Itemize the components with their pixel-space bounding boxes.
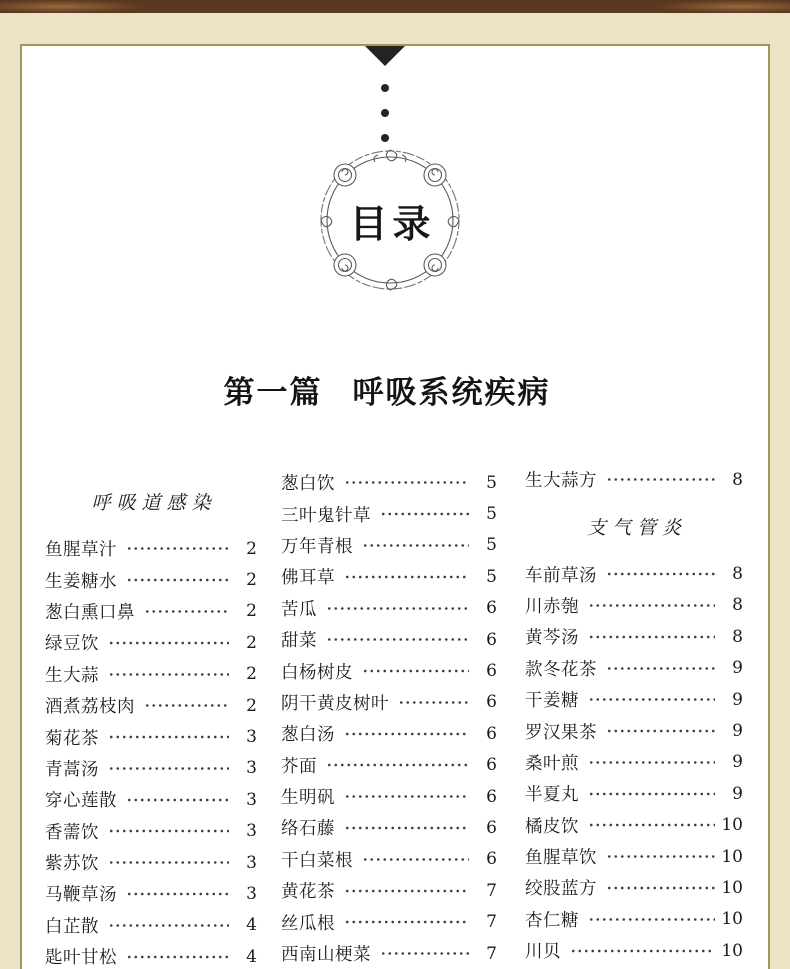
entry-title: 苦瓜 [281, 599, 317, 620]
toc-entry [525, 684, 743, 715]
entry-page-number: 9 [732, 752, 743, 773]
dot-ornament [381, 134, 389, 142]
triangle-marker-icon [365, 46, 405, 66]
entry-title: 黄芩汤 [525, 628, 579, 649]
decorative-top-border [0, 0, 790, 13]
entry-title: 绿豆饮 [45, 634, 99, 655]
toc-entry [525, 653, 743, 684]
toc-entry [45, 878, 257, 909]
dot-leader [380, 505, 469, 523]
dot-leader [108, 666, 229, 684]
dot-leader [606, 471, 715, 489]
toc-entry [281, 467, 497, 498]
dot-leader [144, 697, 229, 715]
toc-entry [525, 590, 743, 621]
entry-title: 紫苏饮 [45, 854, 99, 875]
entry-title: 车前草汤 [525, 565, 597, 586]
dot-leader [588, 816, 715, 834]
toc-entry [281, 593, 497, 624]
dot-leader [326, 756, 469, 774]
dot-leader [380, 945, 469, 963]
entry-title: 桑叶煎 [525, 753, 579, 774]
dot-leader [588, 911, 715, 929]
entry-page-number: 5 [486, 535, 497, 556]
dot-leader [344, 882, 469, 900]
part-heading [20, 367, 760, 412]
dot-leader [108, 917, 229, 935]
entry-title: 青蒿汤 [45, 759, 99, 780]
entry-title: 穿心莲散 [45, 791, 117, 812]
entry-page-number: 3 [246, 789, 257, 810]
toc-column-right [525, 464, 743, 966]
entry-title: 鱼腥草饮 [525, 848, 597, 869]
entry-page-number: 4 [246, 946, 257, 967]
entry-title: 菊花茶 [45, 728, 99, 749]
toc-title: 目录 [349, 200, 436, 246]
toc-entry [525, 747, 743, 778]
entry-title: 葱白汤 [281, 725, 335, 746]
entry-title: 甜菜 [281, 631, 317, 652]
entry-page-number: 9 [732, 658, 743, 679]
toc-entry [281, 624, 497, 655]
entry-page-number: 2 [246, 664, 257, 685]
toc-entry [281, 498, 497, 529]
entry-page-number: 5 [486, 504, 497, 525]
entry-page-number: 2 [246, 538, 257, 559]
entry-page-number: 9 [732, 689, 743, 710]
dot-leader [326, 631, 469, 649]
entry-page-number: 5 [486, 472, 497, 493]
toc-entry [525, 935, 743, 966]
entry-title: 干姜糖 [525, 691, 579, 712]
section-header: 呼吸道感染 [91, 492, 217, 514]
entry-page-number: 10 [721, 815, 743, 836]
entry-page-number: 7 [486, 880, 497, 901]
dot-leader [144, 603, 229, 621]
part-title: 呼吸系统疾病 [352, 375, 551, 411]
entry-page-number: 8 [732, 626, 743, 647]
toc-entry [45, 816, 257, 847]
dot-leader [344, 568, 469, 586]
dot-ornament [381, 109, 389, 117]
entry-title: 干白菜根 [281, 850, 353, 871]
entry-title: 葱白熏口鼻 [45, 602, 135, 623]
entry-title: 生姜糖水 [45, 571, 117, 592]
dot-leader [606, 848, 715, 866]
entry-page-number: 3 [246, 852, 257, 873]
entry-title: 万年青根 [281, 536, 353, 557]
dot-leader [108, 634, 229, 652]
entry-title: 川赤匏 [525, 596, 579, 617]
dot-leader [570, 942, 715, 960]
entry-title: 佛耳草 [281, 568, 335, 589]
entry-page-number: 3 [246, 727, 257, 748]
dot-leader [362, 851, 469, 869]
toc-entry [281, 530, 497, 561]
dot-leader [344, 913, 469, 931]
toc-entry [525, 621, 743, 652]
entry-page-number: 2 [246, 695, 257, 716]
entry-title: 丝瓜根 [281, 913, 335, 934]
entry-title: 生明矾 [281, 788, 335, 809]
entry-page-number: 6 [486, 755, 497, 776]
toc-column-left [45, 470, 257, 969]
toc-entry [525, 872, 743, 903]
entry-page-number: 8 [732, 564, 743, 585]
dot-ornament [381, 84, 389, 92]
entry-page-number: 3 [246, 758, 257, 779]
entry-page-number: 8 [732, 595, 743, 616]
dot-leader [108, 822, 229, 840]
entry-page-number: 2 [246, 570, 257, 591]
entry-page-number: 6 [486, 723, 497, 744]
entry-title: 生大蒜 [45, 665, 99, 686]
dot-leader [344, 474, 469, 492]
entry-page-number: 8 [732, 469, 743, 490]
toc-entry [525, 558, 743, 589]
dot-leader [398, 694, 469, 712]
toc-entry [45, 847, 257, 878]
toc-entry [281, 687, 497, 718]
toc-entry [281, 875, 497, 906]
entry-title: 阴干黄皮树叶 [281, 693, 389, 714]
toc-entry [45, 753, 257, 784]
toc-entry [281, 655, 497, 686]
entry-title: 络石藤 [281, 819, 335, 840]
dot-leader [126, 791, 229, 809]
dot-leader [588, 628, 715, 646]
entry-page-number: 3 [246, 821, 257, 842]
toc-entry [525, 810, 743, 841]
entry-title: 马鞭草汤 [45, 885, 117, 906]
dot-leader [126, 571, 229, 589]
toc-entry [281, 781, 497, 812]
toc-column-middle [281, 467, 497, 969]
entry-title: 罗汉果茶 [525, 722, 597, 743]
entry-title: 生大蒜方 [525, 471, 597, 492]
toc-entry [45, 784, 257, 815]
dot-leader [126, 540, 229, 558]
entry-page-number: 10 [721, 846, 743, 867]
entry-page-number: 6 [486, 629, 497, 650]
dot-leader [108, 854, 229, 872]
entry-title: 匙叶甘松 [45, 948, 117, 969]
dot-leader [126, 885, 229, 903]
entry-title: 杏仁糖 [525, 910, 579, 931]
entry-page-number: 9 [732, 721, 743, 742]
dot-leader [588, 785, 715, 803]
toc-entry [45, 941, 257, 969]
toc-entry [45, 596, 257, 627]
entry-page-number: 2 [246, 632, 257, 653]
entry-page-number: 7 [486, 943, 497, 964]
entry-title: 绞股蓝方 [525, 879, 597, 900]
dot-leader [362, 537, 469, 555]
toc-entry [281, 718, 497, 749]
dot-leader [606, 565, 715, 583]
entry-page-number: 6 [486, 786, 497, 807]
entry-title: 葱白饮 [281, 474, 335, 495]
entry-page-number: 2 [246, 601, 257, 622]
toc-entry [45, 533, 257, 564]
dot-leader [588, 597, 715, 615]
entry-page-number: 3 [246, 883, 257, 904]
toc-entry [281, 844, 497, 875]
toc-entry [281, 906, 497, 937]
dot-leader [588, 691, 715, 709]
toc-entry [45, 659, 257, 690]
toc-entry [45, 690, 257, 721]
toc-entry [45, 910, 257, 941]
toc-entry [45, 627, 257, 658]
toc-entry [281, 561, 497, 592]
entry-page-number: 9 [732, 783, 743, 804]
toc-entry [525, 715, 743, 746]
entry-title: 鱼腥草汁 [45, 540, 117, 561]
entry-title: 白杨树皮 [281, 662, 353, 683]
toc-entry [45, 721, 257, 752]
dot-leader [606, 660, 715, 678]
dot-leader [362, 662, 469, 680]
entry-page-number: 6 [486, 692, 497, 713]
entry-title: 三叶鬼针草 [281, 505, 371, 526]
entry-page-number: 6 [486, 817, 497, 838]
entry-title: 白芷散 [45, 916, 99, 937]
entry-title: 橘皮饮 [525, 816, 579, 837]
part-number: 第一篇 [223, 375, 323, 411]
entry-page-number: 4 [246, 915, 257, 936]
entry-page-number: 7 [486, 912, 497, 933]
toc-entry [281, 812, 497, 843]
dot-leader [344, 788, 469, 806]
toc-entry [525, 464, 743, 495]
toc-entry [525, 841, 743, 872]
toc-entry [525, 778, 743, 809]
toc-medallion [313, 143, 467, 297]
entry-page-number: 5 [486, 566, 497, 587]
dot-leader [344, 819, 469, 837]
dot-leader [326, 600, 469, 618]
toc-entry [281, 750, 497, 781]
dot-leader [344, 725, 469, 743]
entry-title: 香薷饮 [45, 822, 99, 843]
entry-title: 酒煮荔枝肉 [45, 697, 135, 718]
entry-title: 西南山梗菜 [281, 945, 371, 966]
dot-leader [108, 728, 229, 746]
entry-page-number: 10 [721, 909, 743, 930]
book-toc-page [20, 44, 770, 969]
toc-entry [45, 564, 257, 595]
toc-entry [525, 904, 743, 935]
entry-page-number: 6 [486, 598, 497, 619]
entry-title: 黄花茶 [281, 882, 335, 903]
dot-leader [588, 754, 715, 772]
dot-leader [126, 948, 229, 966]
entry-page-number: 10 [721, 940, 743, 961]
entry-title: 半夏丸 [525, 785, 579, 806]
entry-page-number: 10 [721, 877, 743, 898]
entry-page-number: 6 [486, 849, 497, 870]
entry-page-number: 6 [486, 661, 497, 682]
section-header: 支气管炎 [586, 517, 687, 540]
dot-leader [108, 760, 229, 778]
dot-leader [606, 879, 715, 897]
entry-title: 川贝 [525, 942, 561, 963]
entry-title: 芥面 [281, 756, 317, 777]
dot-leader [606, 722, 715, 740]
toc-entry [281, 938, 497, 969]
entry-title: 款冬花茶 [525, 659, 597, 680]
